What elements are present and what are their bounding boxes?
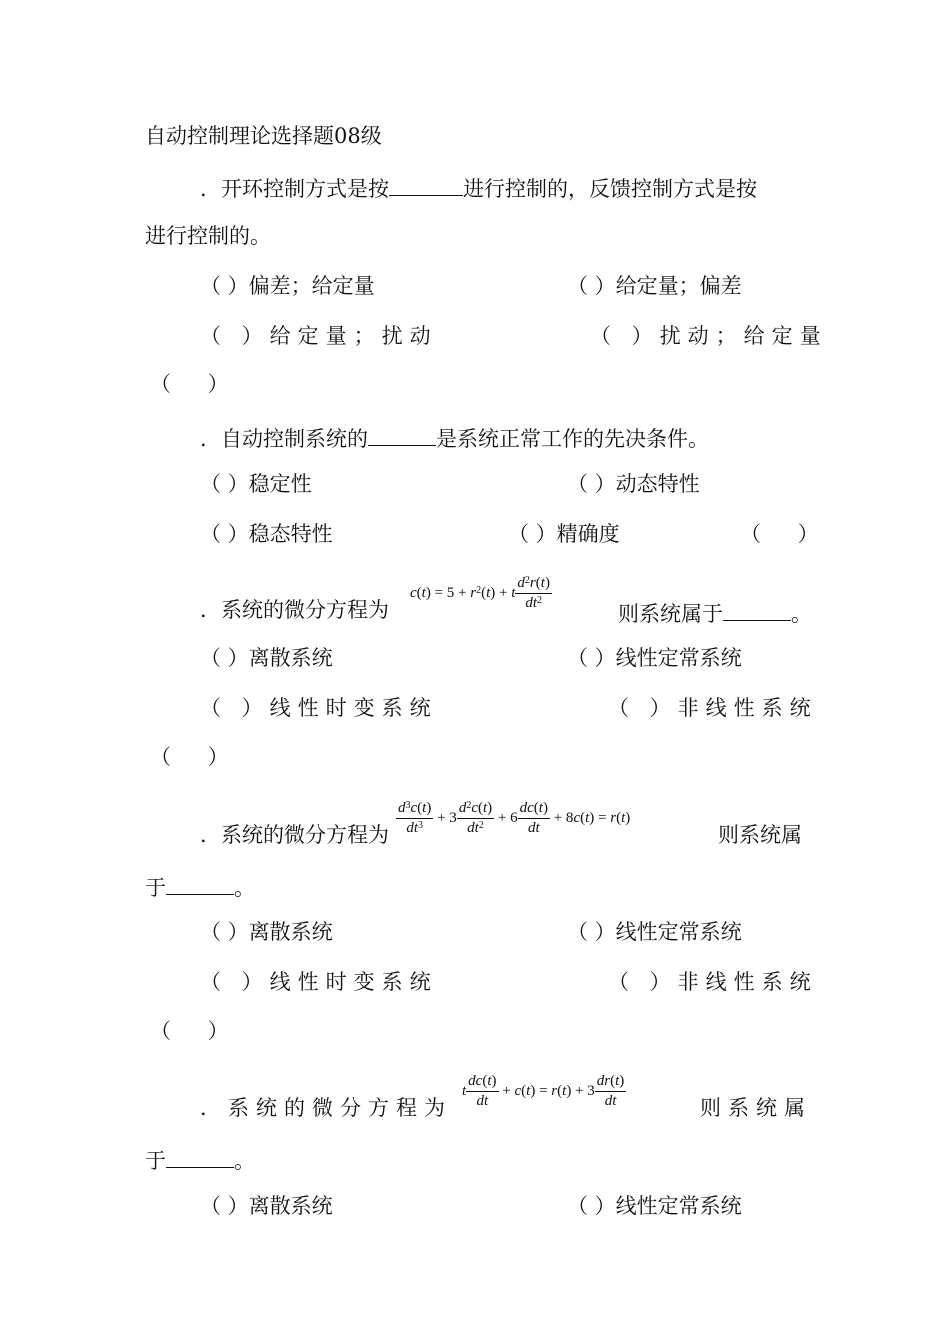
question-4-option-d[interactable]: （ ）非线性系统 bbox=[608, 970, 818, 994]
question-3-option-a[interactable]: （ ）离散系统 bbox=[200, 646, 333, 670]
question-4-option-c[interactable]: （ ）线性时变系统 bbox=[200, 970, 438, 994]
question-4-cont-line bbox=[145, 874, 255, 899]
question-2-line-1 bbox=[200, 425, 709, 450]
question-4-cont: 于 bbox=[145, 875, 166, 900]
question-2-option-b[interactable]: （ ）动态特性 bbox=[567, 472, 700, 496]
question-1-blank-1[interactable] bbox=[389, 175, 463, 196]
question-5-end: 。 bbox=[234, 1148, 255, 1173]
question-3-equation: $c(t) = 5 + r^2(t) + t$ $\frac{d^2r(t)}{dt^2}$ bbox=[410, 575, 550, 611]
question-1-line-1 bbox=[200, 175, 757, 200]
question-5-blank[interactable] bbox=[166, 1147, 234, 1168]
question-2-option-a[interactable]: （ ）稳定性 bbox=[200, 472, 312, 496]
question-5-equation: t $\frac{dc(t)}{dt}$ + c(t) = r(t) + 3 $\frac{dr(t)}{dt}$ bbox=[462, 1073, 625, 1109]
question-4-blank[interactable] bbox=[166, 874, 234, 895]
question-3-blank[interactable] bbox=[723, 600, 791, 621]
question-4-tail: 则系统属 bbox=[718, 823, 802, 847]
question-4-lead: ．系统的微分方程为 bbox=[200, 823, 389, 847]
page-title: 自动控制理论选择题08级 bbox=[145, 124, 382, 148]
question-3-answer[interactable]: （ ） bbox=[150, 745, 229, 769]
question-5-lead: ．系统的微分方程为 bbox=[200, 1096, 452, 1120]
question-1-lead: ．开环控制方式是按 bbox=[200, 176, 389, 201]
question-3-lead: ．系统的微分方程为 bbox=[200, 598, 389, 622]
question-2-option-d[interactable]: （ ）精确度 bbox=[508, 522, 620, 546]
question-4-option-b[interactable]: （ ）线性定常系统 bbox=[567, 920, 742, 944]
question-5-tail: 则系统属 bbox=[700, 1096, 812, 1120]
question-2-option-c[interactable]: （ ）稳态特性 bbox=[200, 522, 333, 546]
question-2-blank[interactable] bbox=[368, 425, 436, 446]
question-1-mid: 进行控制的，反馈控制方式是按 bbox=[463, 176, 757, 201]
question-4-end: 。 bbox=[234, 875, 255, 900]
question-3-option-d[interactable]: （ ）非线性系统 bbox=[608, 696, 818, 720]
question-5-cont: 于 bbox=[145, 1148, 166, 1173]
question-1-option-d[interactable]: （ ）扰动；给定量 bbox=[590, 324, 828, 348]
question-5-option-b[interactable]: （ ）线性定常系统 bbox=[567, 1194, 742, 1218]
question-5-option-a[interactable]: （ ）离散系统 bbox=[200, 1194, 333, 1218]
question-3-option-b[interactable]: （ ）线性定常系统 bbox=[567, 646, 742, 670]
question-5-cont-line bbox=[145, 1147, 255, 1172]
question-2-answer[interactable]: （ ） bbox=[740, 522, 819, 546]
question-1-answer[interactable]: （ ） bbox=[150, 372, 229, 396]
question-4-equation: $\frac{d^3c(t)}{dt^3}$ + 3 $\frac{d^2c(t)}{dt^2}$ + 6 $\frac{dc(t)}{dt}$ + 8c(t) = r(t) bbox=[398, 800, 631, 836]
question-1-option-c[interactable]: （ ）给定量；扰动 bbox=[200, 324, 438, 348]
question-1-option-a[interactable]: （ ）偏差；给定量 bbox=[200, 274, 375, 298]
question-4-answer[interactable]: （ ） bbox=[150, 1019, 229, 1043]
question-2-lead: ．自动控制系统的 bbox=[200, 426, 368, 451]
question-2-tail: 是系统正常工作的先决条件。 bbox=[436, 426, 709, 451]
question-4-option-a[interactable]: （ ）离散系统 bbox=[200, 920, 333, 944]
question-3-end: 。 bbox=[791, 601, 812, 626]
question-3-tail-line bbox=[618, 600, 812, 625]
question-1-option-b[interactable]: （ ）给定量；偏差 bbox=[567, 274, 742, 298]
question-1-tail: 进行控制的。 bbox=[145, 224, 271, 248]
question-3-tail: 则系统属于 bbox=[618, 601, 723, 626]
question-3-option-c[interactable]: （ ）线性时变系统 bbox=[200, 696, 438, 720]
